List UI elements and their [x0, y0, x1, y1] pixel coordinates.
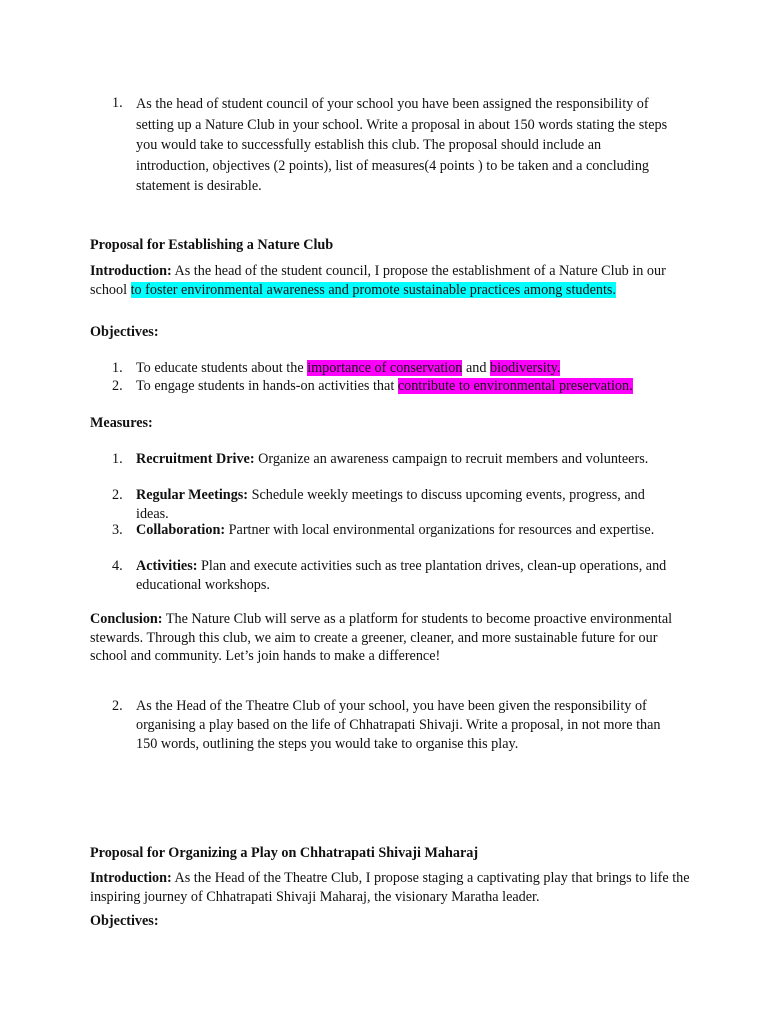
- measure-item-4: [112, 557, 672, 594]
- question-1-number: 1.: [112, 95, 123, 111]
- measure-3-number: 3.: [112, 522, 123, 538]
- measure-item-1: [112, 450, 672, 469]
- proposal-2-introduction: [90, 869, 690, 906]
- measure-item-3: [112, 521, 672, 540]
- objective-item-1: [112, 359, 672, 378]
- measure-1-label: Recruitment Drive:: [136, 451, 255, 467]
- question-2-number: 2.: [112, 698, 123, 714]
- measure-1-text: Organize an awareness campaign to recruit members and volunteers.: [254, 451, 649, 467]
- proposal-1-conclusion: [90, 610, 690, 666]
- question-1-text: As the head of student council of your school you have been assigned the responsibility of setting up a Nature Club in your school. Write a proposal in about 150 words stating the steps you would take to successfully establish this club. The proposal should include an introduction, objectives (2 points), list of measures(4 points ) to be taken and a concluding statement is desirable.: [136, 96, 668, 195]
- proposal-2-intro-label: Introduction:: [90, 870, 172, 886]
- question-1: [112, 94, 672, 197]
- measure-4-text: Plan and execute activities such as tree plantation drives, clean-up operations, and educational workshops.: [136, 558, 667, 593]
- measure-4-label: Activities:: [136, 558, 198, 574]
- proposal-1-intro-text: As the head of the student council, I propose the establishment of a Nature Club in our school: [90, 263, 666, 298]
- measure-2-text: Schedule weekly meetings to discuss upcoming events, progress, and ideas.: [136, 487, 645, 522]
- measure-2-number: 2.: [112, 487, 123, 503]
- measure-3-label: Collaboration:: [136, 522, 226, 538]
- measure-3-text: Partner with local environmental organizations for resources and expertise.: [225, 522, 655, 538]
- objective-1-highlight-conservation: importance of conservation: [307, 360, 463, 376]
- objective-2-highlight: contribute to environmental preservation.: [397, 378, 633, 394]
- proposal-1-intro-label: Introduction:: [90, 263, 172, 279]
- measure-2-label: Regular Meetings:: [136, 487, 249, 503]
- objective-2-text: To engage students in hands-on activities that: [136, 378, 398, 394]
- measure-4-number: 4.: [112, 558, 123, 574]
- objective-1-highlight-biodiversity: biodiversity.: [490, 360, 561, 376]
- proposal-1-introduction: [90, 262, 690, 299]
- proposal-1-conclusion-label: Conclusion:: [90, 611, 163, 627]
- proposal-2-objectives-heading: Objectives:: [90, 913, 159, 929]
- measure-item-2: [112, 486, 672, 523]
- proposal-1-objectives-heading: Objectives:: [90, 324, 159, 340]
- measure-1-number: 1.: [112, 451, 123, 467]
- proposal-2-intro-text: As the Head of the Theatre Club, I propose staging a captivating play that brings to life the inspiring journey of Chhatrapati Shivaji Maharaj, the visionary Maratha leader.: [90, 870, 690, 905]
- proposal-1-measures-heading: Measures:: [90, 415, 153, 431]
- proposal-1-conclusion-text: The Nature Club will serve as a platform for students to become proactive environmental stewards. Through this club, we aim to create a greener, cleaner, and more sustainable future for our school and community. Let’s join hands to make a difference!: [90, 611, 673, 664]
- objective-2-number: 2.: [112, 378, 123, 394]
- objective-1-text: To educate students about the: [136, 360, 308, 376]
- proposal-2-title: Proposal for Organizing a Play on Chhatrapati Shivaji Maharaj: [90, 845, 479, 861]
- question-2: [112, 697, 672, 754]
- proposal-1-intro-highlight: to foster environmental awareness and promote sustainable practices among students.: [130, 281, 616, 298]
- question-2-text: As the Head of the Theatre Club of your school, you have been given the responsibility of organising a play based on the life of Chhatrapati Shivaji. Write a proposal, in not more than 150 words, outlining the steps you would take to organise this play.: [136, 698, 661, 752]
- objective-1-conjunction: and: [462, 360, 490, 376]
- proposal-1-title: Proposal for Establishing a Nature Club: [90, 237, 334, 253]
- objective-1-number: 1.: [112, 360, 123, 376]
- objective-item-2: [112, 377, 672, 396]
